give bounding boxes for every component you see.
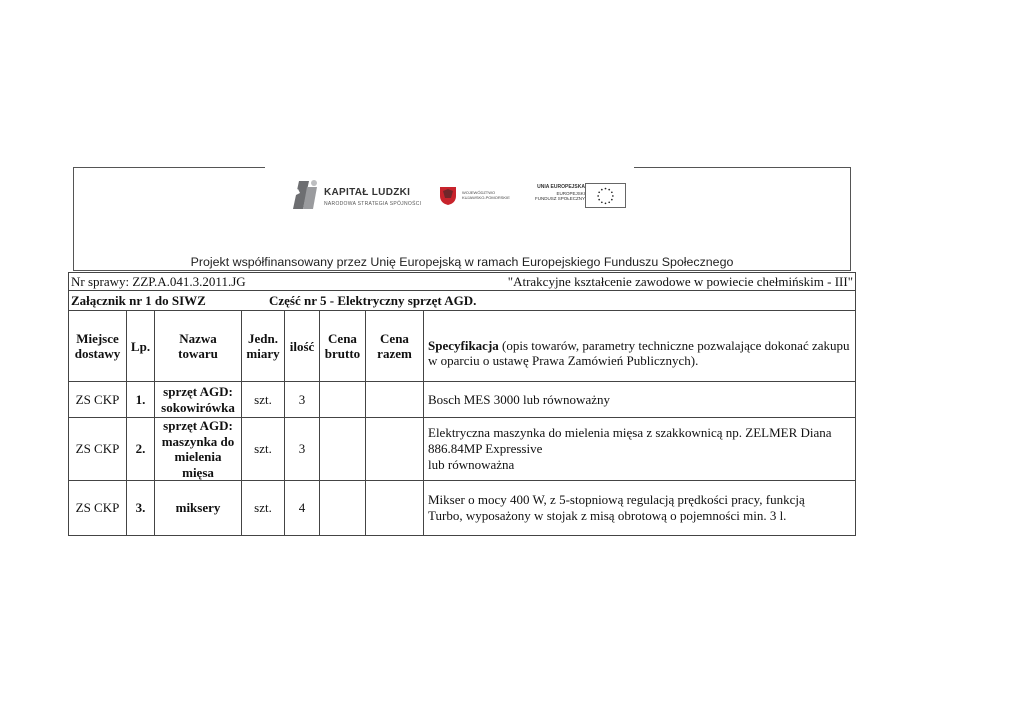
cell-place: ZS CKP [69,418,127,481]
cell-unit: szt. [242,481,285,536]
table-row [69,382,856,418]
attachment-label: Załącznik nr 1 do SIWZ [71,292,206,308]
cell-name: sprzęt AGD: sokowirówka [155,382,242,418]
col-qty-header: ilość [285,311,320,382]
kapital-ludzki-subtitle: NARODOWA STRATEGIA SPÓJNOŚCI [324,201,422,207]
cell-total-price [366,418,424,481]
cell-gross-price [320,418,366,481]
cell-name: miksery [155,481,242,536]
spec-header-rest: (opis towarów, parametry techniczne pozwalające dokonać zakupu w oparciu o ustawę Prawa Zamówień Publicznych). [428,338,850,368]
kapital-ludzki-title: KAPITAŁ LUDZKI [324,187,411,198]
col-place-header: Miejsce dostawy [69,311,127,382]
col-gross-price-header: Cena brutto [320,311,366,382]
col-lp-header: Lp. [127,311,155,382]
cell-lp: 1. [127,382,155,418]
cell-place: ZS CKP [69,481,127,536]
attachment-row [69,291,856,311]
eu-line-1: UNIA EUROPEJSKA [537,184,585,190]
cell-lp: 2. [127,418,155,481]
eu-flag-icon [585,183,626,208]
cell-lp: 3. [127,481,155,536]
col-name-header: Nazwa towaru [155,311,242,382]
cell-spec: Bosch MES 3000 lub równoważny [424,382,856,418]
cell-qty: 3 [285,382,320,418]
cell-qty: 4 [285,481,320,536]
eu-line-3: FUNDUSZ SPOŁECZNY [534,196,585,201]
cell-place: ZS CKP [69,382,127,418]
cell-spec: Elektryczna maszynka do mielenia mięsa z szakkownicą np. ZELMER Diana 886.84MP Expressive lub równoważna [424,418,856,481]
col-unit-header: Jedn. miary [242,311,285,382]
logo-strip [265,158,634,232]
case-number: Nr sprawy: ZZP.A.041.3.2011.JG [71,273,246,289]
eu-text [523,185,585,202]
part-label: Część nr 5 - Elektryczny sprzęt AGD. [269,292,477,308]
col-total-price-header: Cena razem [366,311,424,382]
cell-name: sprzęt AGD: maszynka do mielenia mięsa [155,418,242,481]
table-row [69,418,856,481]
kujawsko-pomorskie-emblem-icon [437,184,459,206]
cell-total-price [366,481,424,536]
wojewodztwo-text: WOJEWÓDZTWO KUJAWSKO-POMORSKIE [462,190,510,200]
specification-table [68,272,856,536]
cell-gross-price [320,481,366,536]
cell-qty: 3 [285,418,320,481]
cell-total-price [366,382,424,418]
cofinancing-caption: Projekt współfinansowany przez Unię Europejską w ramach Europejskiego Funduszu Społecznego [190,255,734,269]
cell-spec: Mikser o mocy 400 W, z 5-stopniową regulacją prędkości pracy, funkcją Turbo, wyposażony w stojak z misą obrotową o pojemności min. 3 l. [424,481,856,536]
project-title: "Atrakcyjne kształcenie zawodowe w powiecie chełmińskim - III" [507,273,853,289]
table-header-row [69,311,856,382]
table-row [69,481,856,536]
eu-line-2: EUROPEJSKI [556,190,585,196]
info-row [69,273,856,291]
spec-header-bold: Specyfikacja [428,338,499,353]
col-spec-header [424,311,856,382]
cell-unit: szt. [242,382,285,418]
cell-unit: szt. [242,418,285,481]
cell-gross-price [320,382,366,418]
